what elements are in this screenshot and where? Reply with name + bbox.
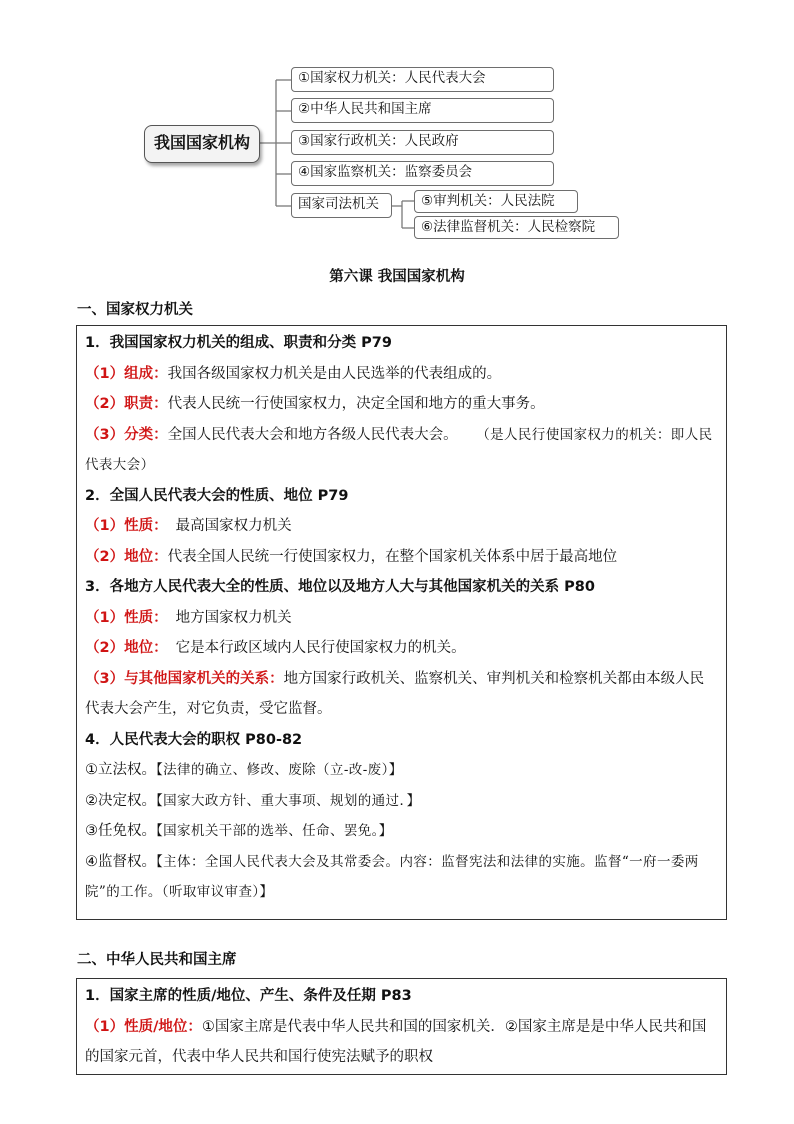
s1-heading-2: 2．全国人民代表大会的性质、地位 P79 <box>85 487 349 504</box>
text: 代表人民统一行使国家权力，决定全国和地方的重大事务。 <box>167 396 545 412</box>
label: （1）性质： <box>85 518 168 534</box>
label: （2）地位： <box>85 548 168 565</box>
label: （2）职责： <box>85 396 168 412</box>
label: （3）与其他国家机关的关系： <box>85 670 284 687</box>
s1-power-legislative <box>85 755 718 786</box>
text: 全国人民代表大会和地方各级人民代表大会。 <box>167 426 458 443</box>
note: 【法律的确立、修改、废除（立-改-废）】 <box>156 762 403 778</box>
head: ②决定权。 <box>85 792 156 809</box>
text: 地方国家行政机关、监察机关、审判机关和检察机关都由本级人民代表大会产生，对它负责，受它监督。 <box>85 670 705 717</box>
note: （是人民行使国家权力的机关：即人民代表大会） <box>85 426 713 473</box>
mindmap-sub-branch-1: ⑤审判机关：人民法院 <box>414 190 578 213</box>
note: 【主体：全国人民代表大会及其常委会。内容：监督宪法和法律的实施。监督“一府一委两院”的工作。（听取审议审查）】 <box>85 853 699 900</box>
s2-heading-1: 1．国家主席的性质/地位、产生、条件及任期 P83 <box>85 988 412 1004</box>
mindmap-sub-branch-2: ⑥法律监督机关：人民检察院 <box>414 216 619 239</box>
mindmap-branch-3: ③国家行政机关：人民政府 <box>291 130 554 155</box>
s1-power-appointment <box>85 816 718 847</box>
text: 代表全国人民统一行使国家权力，在整个国家机关体系中居于最高地位 <box>167 548 618 565</box>
section-2-title: 二、中华人民共和国主席 <box>77 952 237 968</box>
s1-item-composition <box>85 359 718 390</box>
label: （2）地位： <box>85 640 168 656</box>
s1-item-duty <box>85 389 718 420</box>
section-1-title: 一、国家权力机关 <box>77 302 193 318</box>
note: 【国家大政方针、重大事项、规划的通过．】 <box>156 792 421 809</box>
text: 我国各级国家权力机关是由人民选举的代表组成的。 <box>167 365 502 382</box>
head: ①立法权。 <box>85 762 156 778</box>
head: ④监督权。 <box>85 853 156 870</box>
text: 它是本行政区域内人民行使国家权力的机关。 <box>175 640 466 656</box>
label: （1）性质： <box>85 609 168 626</box>
s1-item-status <box>85 542 718 573</box>
s1-item-nature <box>85 511 718 542</box>
mind-map <box>0 0 794 250</box>
s1-item-local-nature <box>85 603 718 634</box>
lesson-title: 第六课 我国国家机构 <box>329 269 465 285</box>
label: （1）性质/地位： <box>85 1018 202 1035</box>
text: ①国家主席是代表中华人民共和国的国家机关．②国家主席是是中华人民共和国的国家元首，代表中华人民共和国行使宪法赋予的职权 <box>85 1018 707 1065</box>
s2-item-nature <box>85 1012 718 1073</box>
mindmap-branch-4: ④国家监察机关：监察委员会 <box>291 161 554 186</box>
section-2-box <box>76 978 727 1075</box>
text: 地方国家权力机关 <box>175 609 292 626</box>
mind-map-connectors <box>0 0 794 250</box>
section-1-box <box>76 325 727 920</box>
s1-item-relation <box>85 664 718 725</box>
mindmap-branch-5: 国家司法机关 <box>291 193 392 218</box>
head: ③任免权。 <box>85 823 156 839</box>
s1-heading-3: 3．各地方人民代表大全的性质、地位以及地方人大与其他国家机关的关系 P80 <box>85 579 595 595</box>
text: 最高国家权力机关 <box>175 518 292 534</box>
s1-heading-1: 1．我国国家权力机关的组成、职责和分类 P79 <box>85 335 392 351</box>
s1-item-local-status <box>85 633 718 664</box>
mindmap-branch-2: ②中华人民共和国主席 <box>291 98 554 123</box>
note: 【国家机关干部的选举、任命、罢免。】 <box>156 823 393 839</box>
mindmap-root: 我国国家机构 <box>144 125 260 163</box>
label: （1）组成： <box>85 365 168 382</box>
s1-heading-4: 4．人民代表大会的职权 P80-82 <box>85 731 303 748</box>
s1-power-supervision <box>85 847 718 908</box>
s1-power-decision <box>85 786 718 817</box>
label: （3）分类： <box>85 426 168 443</box>
s1-item-category <box>85 420 718 481</box>
mindmap-branch-1: ①国家权力机关：人民代表大会 <box>291 67 554 92</box>
